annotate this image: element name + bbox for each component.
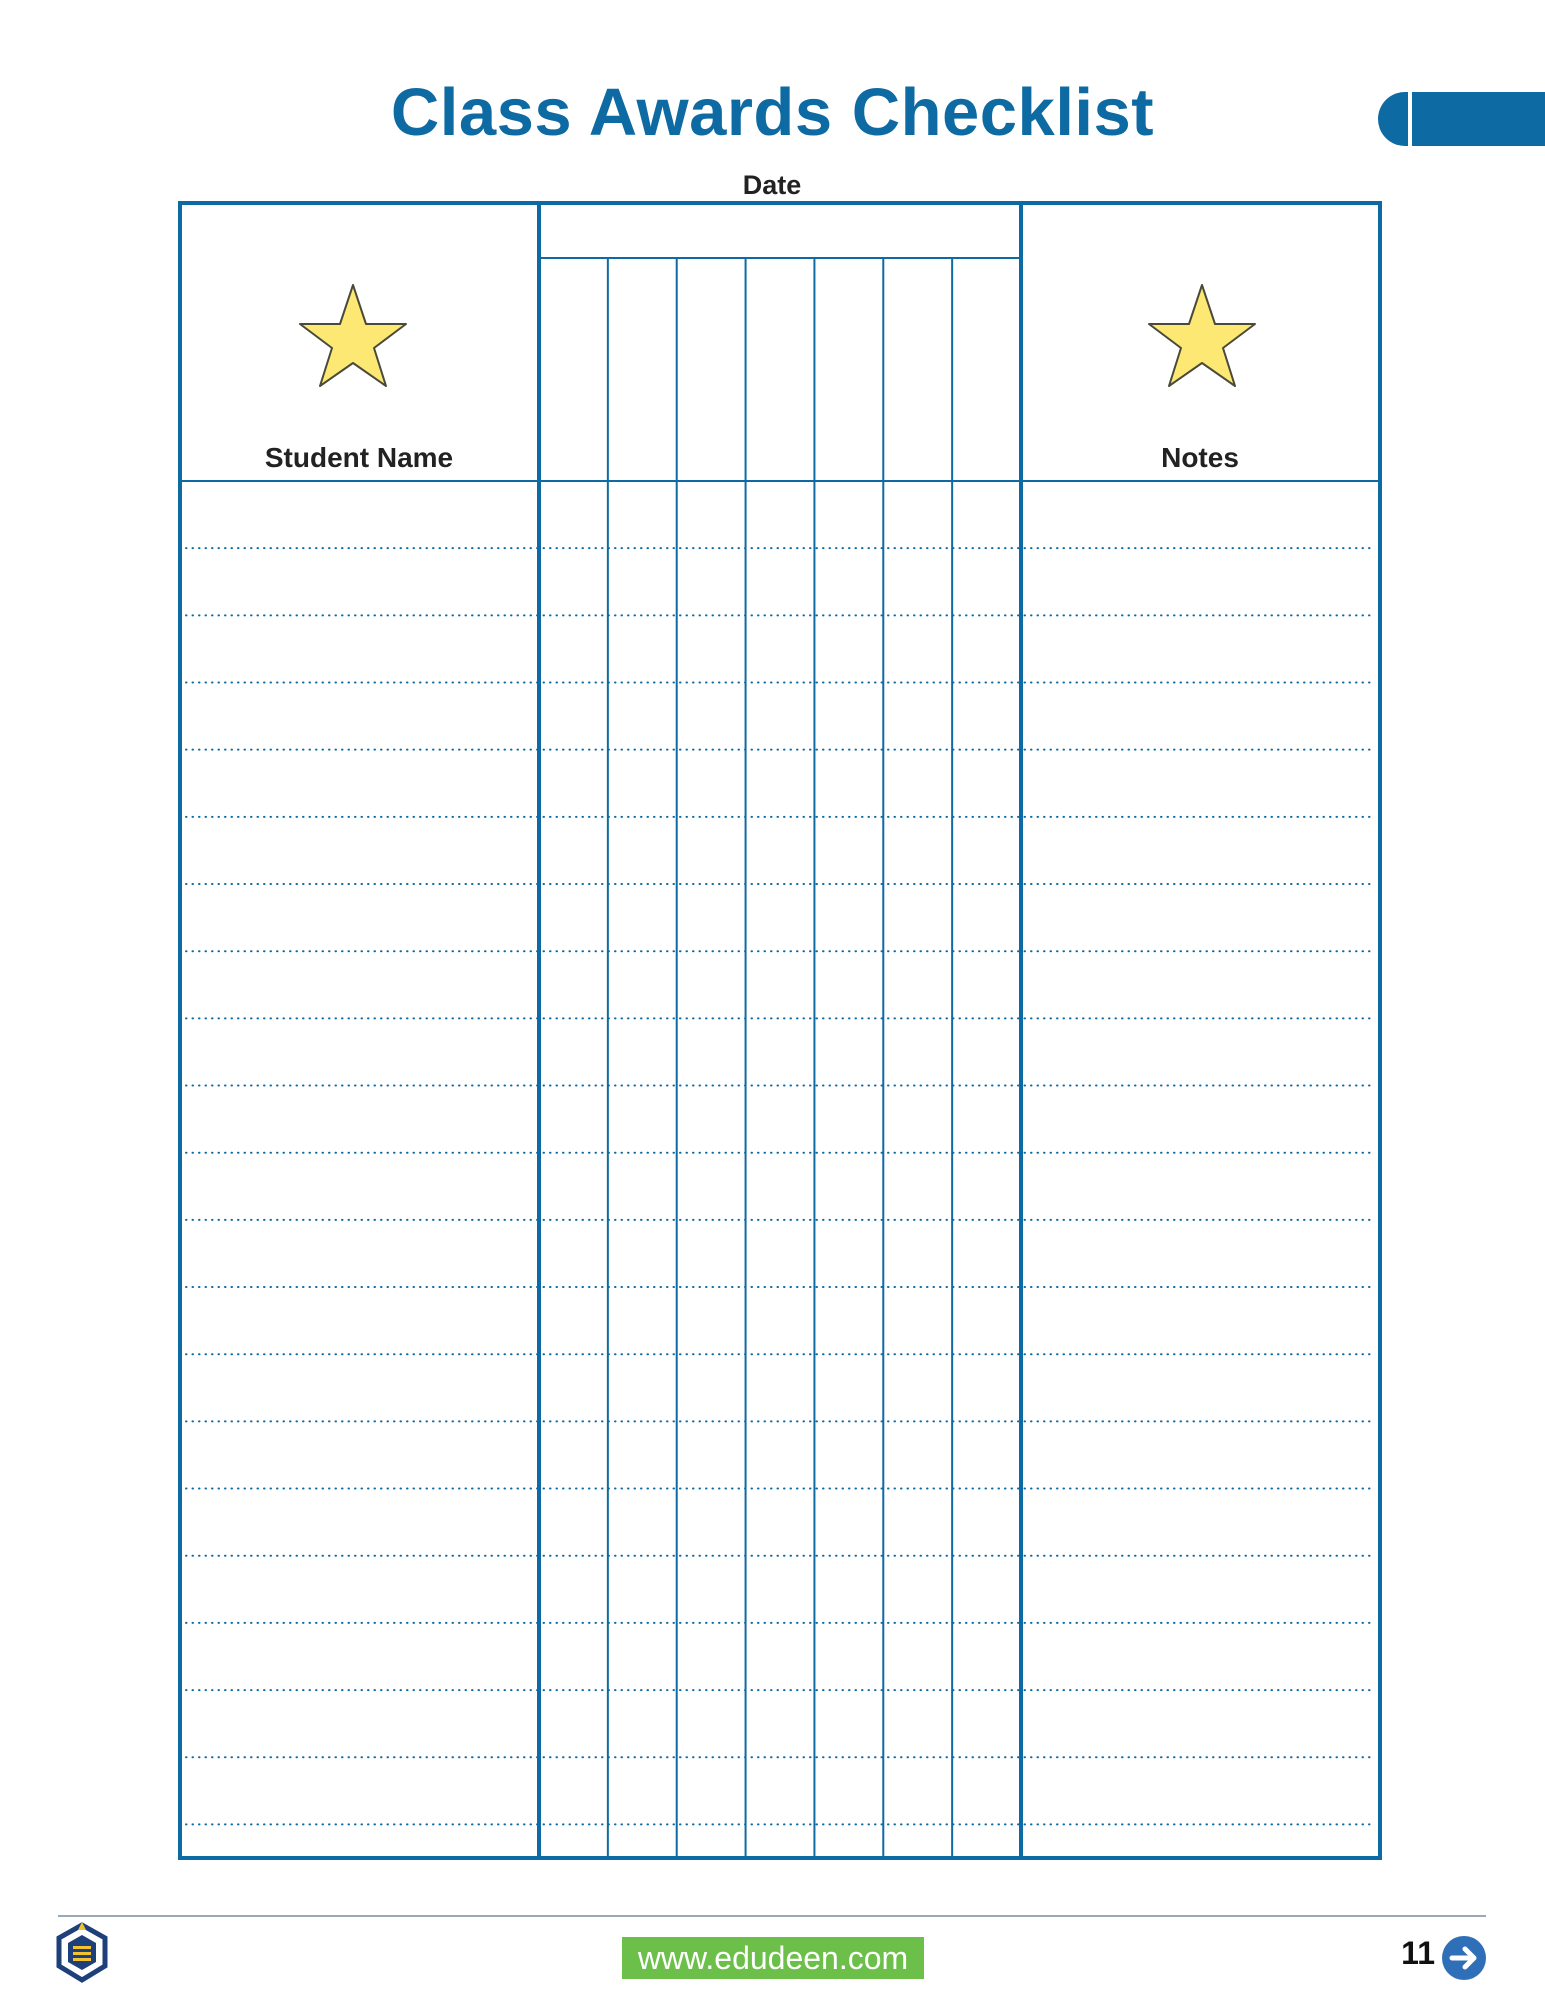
edudeen-logo-icon: [56, 1922, 108, 1984]
page-title: Class Awards Checklist: [390, 75, 1155, 150]
website-link[interactable]: www.edudeen.com: [622, 1937, 924, 1979]
star-icon: [298, 282, 408, 388]
student-name-header: Student Name: [264, 442, 454, 473]
star-icon: [1147, 282, 1257, 388]
notes-header: Notes: [1161, 442, 1239, 473]
date-header-label: Date: [742, 170, 802, 200]
page-number: 11: [1401, 1935, 1435, 1971]
footer-divider: [58, 1915, 1486, 1917]
arrow-right-circle-icon[interactable]: [1441, 1935, 1487, 1981]
